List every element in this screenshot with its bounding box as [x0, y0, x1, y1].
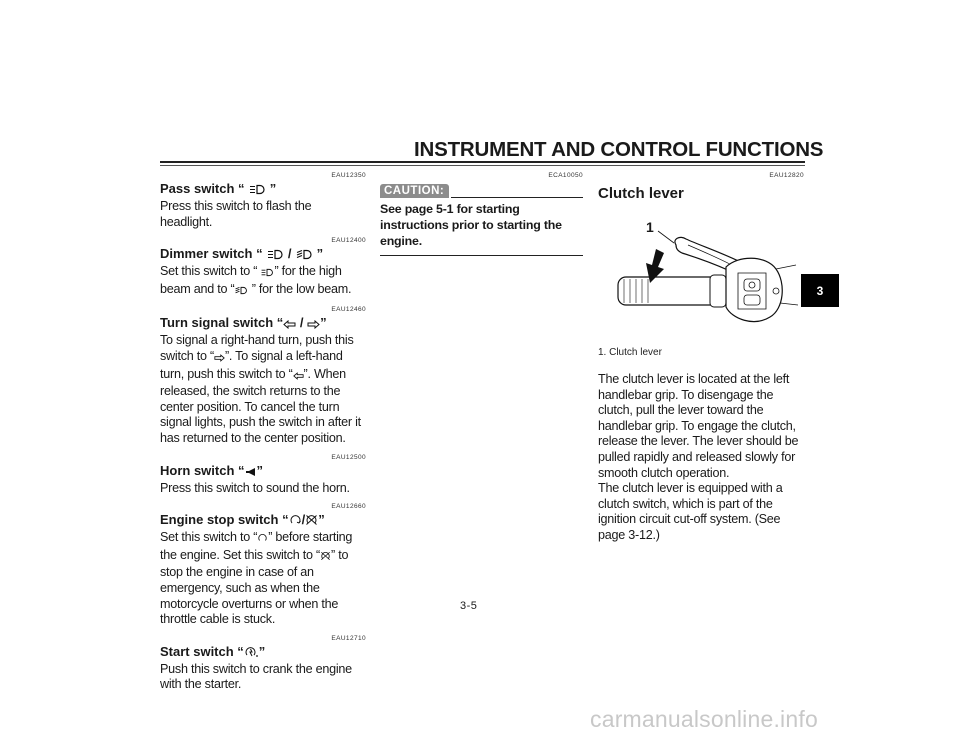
section-code: EAU12400: [331, 237, 366, 245]
section-code: EAU12820: [769, 172, 804, 179]
section-code: ECA10050: [548, 172, 583, 179]
clutch-lever-illustration: [598, 209, 804, 341]
caution-header: [380, 184, 583, 198]
clutch-lever-drawing: [598, 209, 804, 341]
caution-label: CAUTION:: [380, 184, 449, 198]
engine-stop-icon: [305, 514, 318, 530]
horn-switch-heading: Horn switch “ ”: [160, 463, 366, 481]
turn-left-arrow-icon: [293, 369, 304, 385]
clutch-lever-text: The clutch lever is located at the left handlebar grip. To disengage the clutch, pull the lever toward the handlebar grip. To engage the clutch, release the lever. The lever should be pulled rapidly and released slowly for smooth clutch operation.: [598, 372, 799, 480]
high-beam-icon: [248, 183, 266, 199]
high-beam-icon: [266, 248, 284, 264]
section-code: EAU12500: [331, 453, 366, 461]
low-beam-icon: [234, 284, 248, 300]
section-code: EAU12660: [331, 503, 366, 511]
engine-stop-text: Set this switch to “ ” before starting the engine. Set this switch to “ ” to stop the engine in case of an emergency, such as when the motorcycle overturns or when the throttle cable is stuck.: [160, 530, 353, 627]
watermark[interactable]: carmanualsonline.info: [590, 706, 818, 732]
horn-switch-text: Press this switch to sound the horn.: [160, 480, 350, 495]
right-column: [598, 172, 804, 544]
dimmer-switch-text: Set this switch to “ ” for the high beam and to “ ” for the low beam.: [160, 264, 366, 299]
caution-rule: [451, 197, 583, 198]
start-switch-text: Push this switch to crank the engine with the starter.: [160, 661, 352, 692]
engine-run-icon: [257, 532, 268, 548]
page-title: INSTRUMENT AND CONTROL FUNCTIONS: [414, 138, 824, 161]
low-beam-icon: [295, 248, 313, 264]
high-beam-icon: [260, 266, 274, 282]
chapter-tab[interactable]: 3: [801, 274, 839, 307]
start-icon: [244, 646, 259, 662]
turn-left-arrow-icon: [283, 317, 296, 333]
clutch-lever-text-2: The clutch lever is equipped with a clutch switch, which is part of the ignition circuit cut-off system. (See page 3-12.): [598, 481, 783, 542]
figure-caption: 1. Clutch lever: [598, 347, 662, 358]
engine-stop-icon: [320, 550, 331, 566]
turn-right-arrow-icon: [214, 351, 225, 367]
horn-icon: [245, 465, 257, 481]
dimmer-switch-heading: Dimmer switch “ / ”: [160, 246, 366, 264]
pass-switch-text: Press this switch to flash the headlight.: [160, 199, 312, 229]
middle-column: [380, 172, 583, 256]
clutch-lever-heading: Clutch lever: [598, 185, 684, 202]
section-code: EAU12460: [331, 306, 366, 314]
engine-run-icon: [289, 514, 302, 530]
left-column: [160, 172, 366, 693]
engine-stop-heading: Engine stop switch “ / ”: [160, 512, 366, 530]
turn-right-arrow-icon: [307, 317, 320, 333]
header-rule-thin: [160, 165, 805, 166]
callout-number: 1: [646, 219, 654, 235]
header-rule: [160, 161, 805, 163]
caution-text: See page 5-1 for starting instructions prior to starting the engine.: [380, 202, 562, 248]
start-switch-heading: Start switch “ ”: [160, 644, 366, 662]
section-code: EAU12350: [331, 172, 366, 179]
turn-signal-heading: Turn signal switch “ / ”: [160, 315, 366, 333]
page-number: 3-5: [460, 600, 478, 612]
caution-end-rule: [380, 255, 583, 256]
turn-signal-text: To signal a right-hand turn, push this switch to “ ”. To signal a left-hand turn, push this switch to “ ”. When released, the switch returns to the center position. To cancel the turn signal lights, push the switch in after it has returned to the center position.: [160, 333, 361, 445]
pass-switch-heading: Pass switch “ ”: [160, 181, 366, 199]
section-code: EAU12710: [331, 634, 366, 642]
